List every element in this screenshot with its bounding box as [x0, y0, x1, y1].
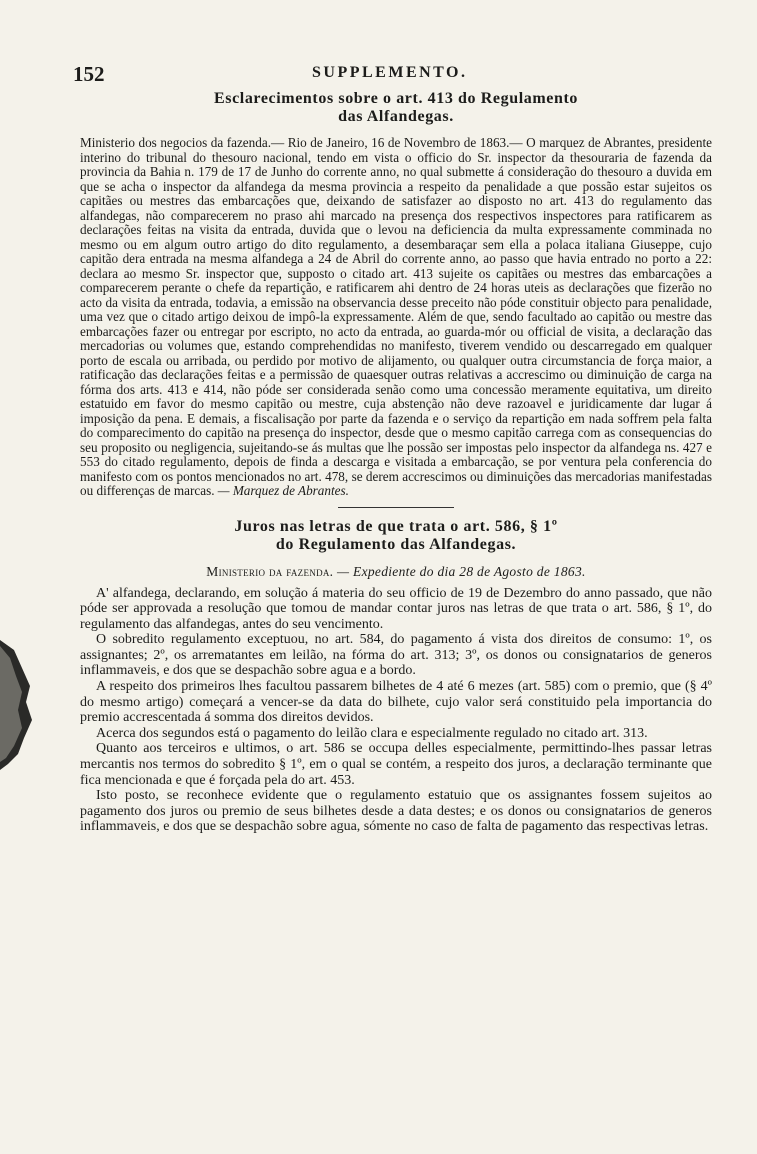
section2-paragraph: A respeito dos primeiros lhes facultou passarem bilhetes de 4 até 6 mezes (art. 585) com o premio, que (§ 4º do mesmo artigo) começará a vencer-se da data do bilhete, cujo valor será constituido pela importancia do premio accrescentada á somma dos direitos devidos. — [80, 679, 712, 726]
section1-title — [80, 90, 712, 126]
section2-body — [80, 586, 712, 836]
page-header — [73, 60, 712, 86]
section2-title — [80, 518, 712, 554]
running-head: SUPPLEMENTO. — [312, 64, 468, 81]
section2-paragraph: A' alfandega, declarando, em solução á materia do seu officio de 19 de Dezembro do anno passado, que não póde ser approvada a resolução que tomou de mandar contar juros nas letras de que trata o art. 586, § 1º, do regulamento das alfandegas, antes do seu vencimento. — [80, 585, 712, 632]
section1-title-line1: Esclarecimentos sobre o art. 413 do Regulamento — [213, 90, 578, 107]
section2-paragraph: Quanto aos terceiros e ultimos, o art. 586 se occupa delles especialmente, permittindo-lhes passar letras mercantis nos termos do sobredito § 1º, em o qual se contém, a respeito dos juros, a declaração terminante que fica mencionada e que é forçada pela do art. 453. — [80, 741, 712, 788]
document-page — [73, 60, 712, 835]
section1-signature: — Marquez de Abrantes. — [217, 483, 349, 498]
section1-paragraph-text: Ministerio dos negocios da fazenda.— Rio de Janeiro, 16 de Novembro de 1863.— O marquez de Abrantes, presidente interino do tribunal do thesouro nacional, tendo em vista o officio do Sr. inspector da thesouraria de fazenda da provincia da Bahia n. 179 de 17 de Junho do corrente anno, no qual submette á consideração do thesouro a duvida em que se acha o inspector da alfandega da mesma provincia a respeito da penalidade a que possão estar sujeitos os capitães ou mestres das embarcações que, deixando de satisfazer ao disposto no art. 413 do regulamento das alfandegas, não comparecerem no praso ahi marcado na presença dos respectivos inspectores para ratificarem as declarações feitas na visita da entrada, duvida que o levou na deficiencia da multa expressamente comminada no mesmo ou em algum outro artigo do dito regulamento, a desembaraçar sem ella a polaca italiana Giuseppe, cujo capitão dera entrada na mesma alfandega a 24 de Abril do corrente anno, ao passo que havia entrado no porto a 22: declara ao mesmo Sr. inspector que, supposto o citado art. 413 sujeite os capitães ou mestres das embarcações a comparecerem perante o chefe da repartição, e ratificarem ahi dentro de 24 horas uteis as declarações que fizerão no acto da visita da entrada, todavia, a emissão na observancia desse preceito não póde constituir objecto para penalidade, uma vez que o citado artigo deixou de impô-la expressamente. Além de que, sendo facultado ao capitão ou mestre das embarcações fazer ou entregar por escripto, no acto da entrada, ao guarda-mór ou official de visita, a declaração das mercadorias ou volumes que, estando comprehendidas no manifesto, tiverem vendido ou descarregado em qualquer porto de escala ou arribada, ou perdido por motivo de alijamento, ou qualquer outra circumstancia de força maior, a ratificação das declarações feitas e a permissão de quaesquer outras relativas a accrescimo ou diminuição de carga na fórma dos arts. 413 e 414, não póde ser considerada senão como uma concessão meramente equitativa, um direito estatuido em favor do mesmo capitão ou mestre, cuja abstenção não deve razoavel e juridicamente dar lugar á imposição da pena. E demais, a fiscalisação por parte da fazenda e o serviço da repartição em nada soffrem pela falta do comparecimento do capitão na presença do inspector, desde que o mesmo capitão carrega com as consequencias do seu proposito ou negligencia, sujeitando-se ás multas que lhe possão ser impostas pelo inspector da alfandega ns. 427 e 553 do citado regulamento, depois de finda a descarga e visitada a embarcação, se por ventura pela conferencia do manifesto com os pontos mencionados no art. 478, se derem accrescimos ou diminuições das mercadorias manifestadas ou differenças de marcas. — [80, 135, 712, 498]
section2-paragraph: Acerca dos segundos está o pagamento do leilão clara e especialmente regulado no citado art. 313. — [96, 725, 648, 741]
section2-title-line2: do Regulamento das Alfandegas. — [275, 535, 517, 553]
section2-paragraph: O sobredito regulamento exceptuou, no art. 584, do pagamento á vista dos direitos de consumo: 1º, os assignantes; 2º, os arrematantes em leilão, na fórma do art. 313; 3º, os donos ou consignatarios de generos inflammaveis, e dos que se despachão sobre agua e a bordo. — [80, 632, 712, 679]
section2-dateline — [80, 564, 712, 580]
section1-body — [80, 136, 712, 499]
page-number: 152 — [73, 62, 105, 86]
section1-title-line2: das Alfandegas. — [338, 108, 454, 125]
section2-title-line1: Juros nas letras de que trata o art. 586, § 1º — [234, 517, 558, 535]
torn-edge-mark — [0, 640, 34, 770]
dateline-expediente: — Expediente do dia 28 de Agosto de 1863. — [337, 563, 586, 579]
section2-paragraph: Isto posto, se reconhece evidente que o regulamento estatuio que os assignantes fossem sujeitos ao pagamento dos juros ou premio de seus bilhetes desde a data destes; e os donos ou consignatarios de generos inflammaveis, e dos que se despachão sobre agua, sómente no caso de falta de pagamento das respectivas letras. — [80, 788, 712, 835]
section-divider — [338, 507, 454, 508]
dateline-ministry: Ministerio da fazenda. — [206, 563, 334, 579]
section1-paragraph — [80, 136, 712, 499]
